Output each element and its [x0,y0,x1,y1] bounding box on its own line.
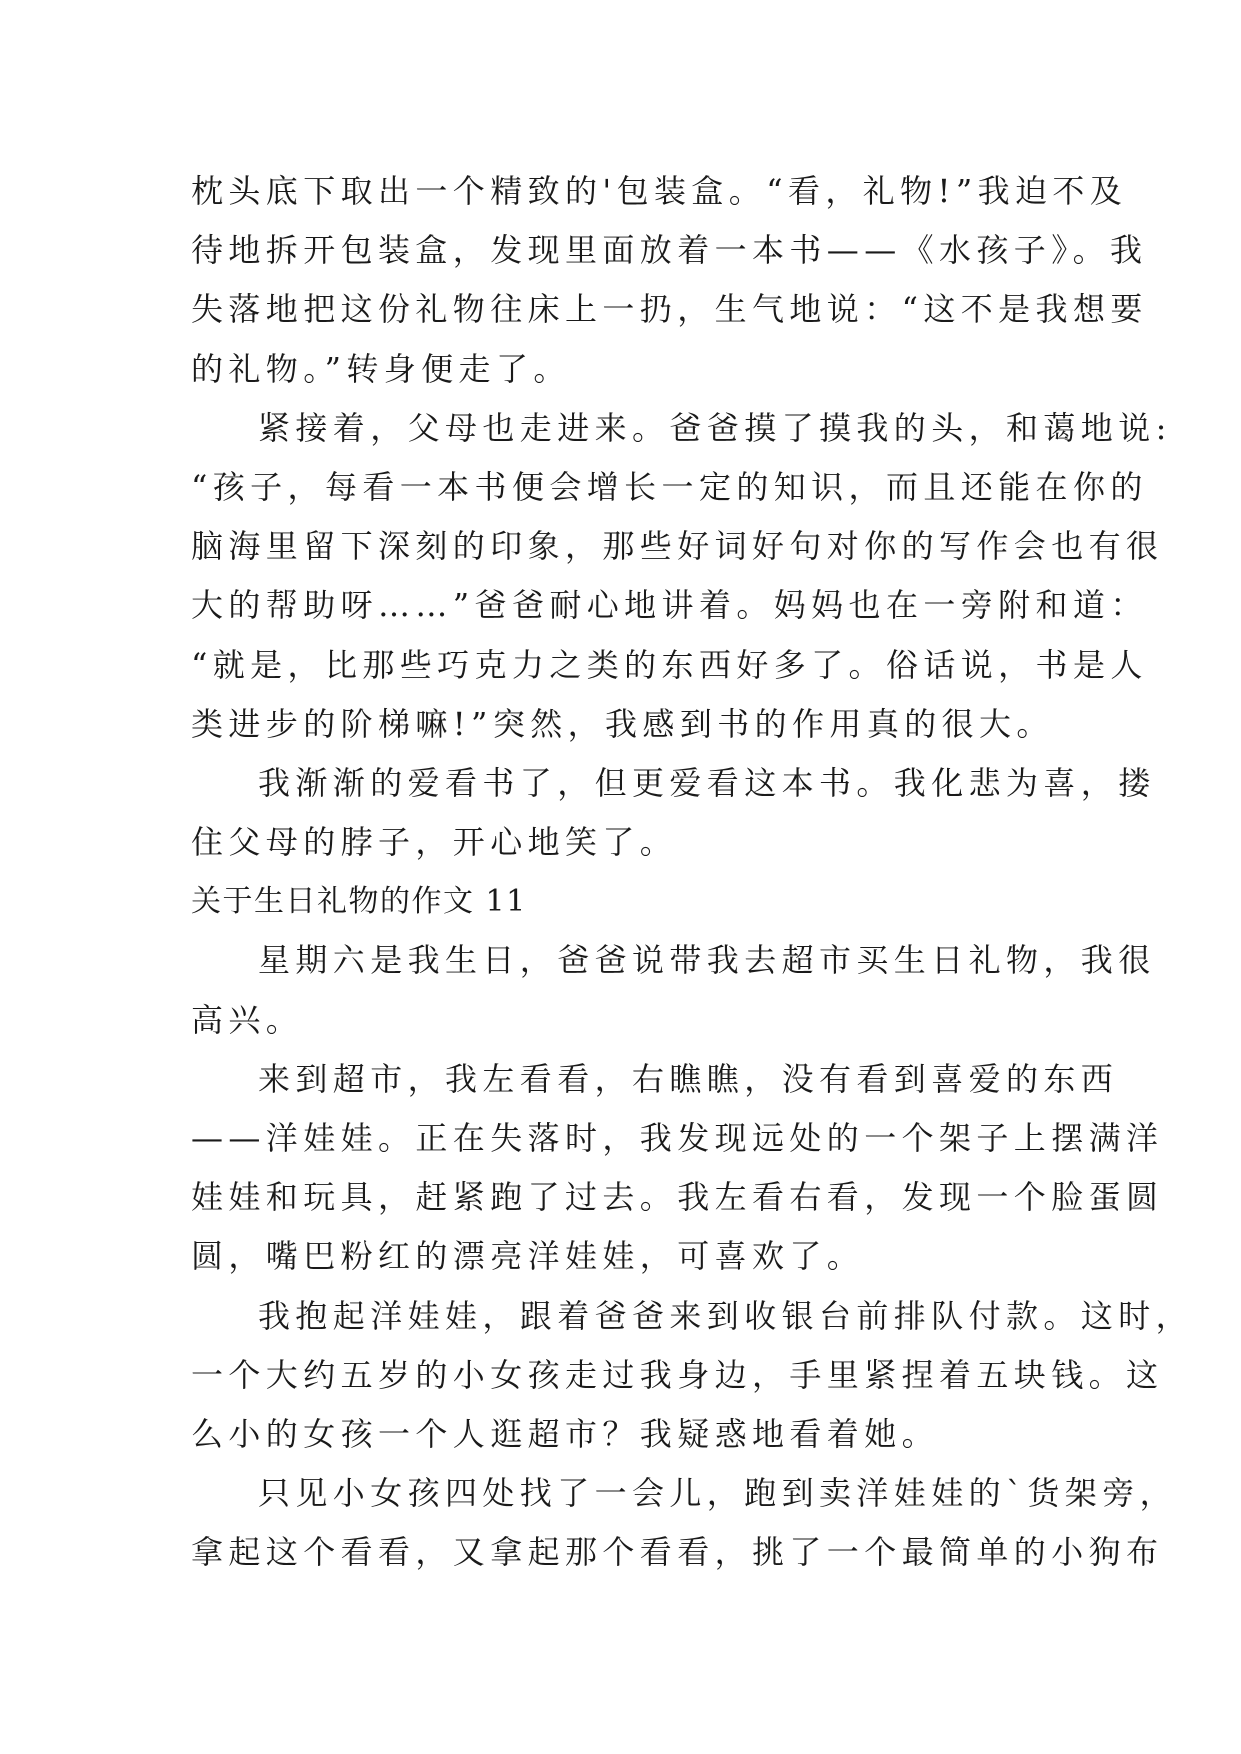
text-line: “孩子，每看一本书便会增长一定的知识，而且还能在你的 [191,467,1148,506]
paragraph-first-line: 只见小女孩四处找了一会儿，跑到卖洋娃娃的`货架旁， [258,1474,1178,1513]
text-line: 待地拆开包装盒，发现里面放着一本书——《水孩子》。我 [191,231,1148,270]
text-line: 一个大约五岁的小女孩走过我身边，手里紧捏着五块钱。这 [191,1355,1164,1394]
text-line: 类进步的阶梯嘛!”突然，我感到书的作用真的很大。 [191,704,1054,743]
text-line: “就是，比那些巧克力之类的东西好多了。俗话说，书是人 [191,645,1148,684]
text-line: 脑海里留下深刻的印象，那些好词好句对你的写作会也有很 [191,527,1164,566]
text-line: 枕头底下取出一个精致的'包装盒。“看，礼物!”我迫不及 [191,172,1128,210]
text-line: 娃娃和玩具，赶紧跑了过去。我左看右看，发现一个脸蛋圆 [191,1178,1164,1217]
text-line: 拿起这个看看，又拿起那个看看，挑了一个最简单的小狗布 [191,1533,1164,1572]
paragraph-first-line: 星期六是我生日，爸爸说带我去超市买生日礼物，我很 [258,941,1156,980]
paragraph-first-line: 我渐渐的爱看书了，但更爱看这本书。我化悲为喜，搂 [258,763,1156,802]
paragraph-first-line: 来到超市，我左看看，右瞧瞧，没有看到喜爱的东西 [258,1059,1119,1098]
text-line: 么小的女孩一个人逛超市？我疑惑地看着她。 [191,1414,940,1453]
section-heading: 关于生日礼物的作文 11 [191,884,527,920]
text-line: 大的帮助呀……”爸爸耐心地讲着。妈妈也在一旁附和道： [191,586,1148,625]
text-line: 失落地把这份礼物往床上一扔，生气地说：“这不是我想要 [191,290,1148,329]
text-line: 住父母的脖子，开心地笑了。 [191,823,678,862]
text-line: 高兴。 [191,1000,304,1039]
article-body [191,162,1194,1583]
text-line: 圆，嘴巴粉红的漂亮洋娃娃，可喜欢了。 [191,1237,865,1276]
text-line: 的礼物。”转身便走了。 [191,349,571,388]
paragraph-first-line: 紧接着，父母也走进来。爸爸摸了摸我的头，和蔼地说: [258,408,1172,447]
text-line: ——洋娃娃。正在失落时，我发现远处的一个架子上摆满洋 [191,1119,1164,1157]
paragraph-first-line: 我抱起洋娃娃，跟着爸爸来到收银台前排队付款。这时， [258,1296,1194,1335]
